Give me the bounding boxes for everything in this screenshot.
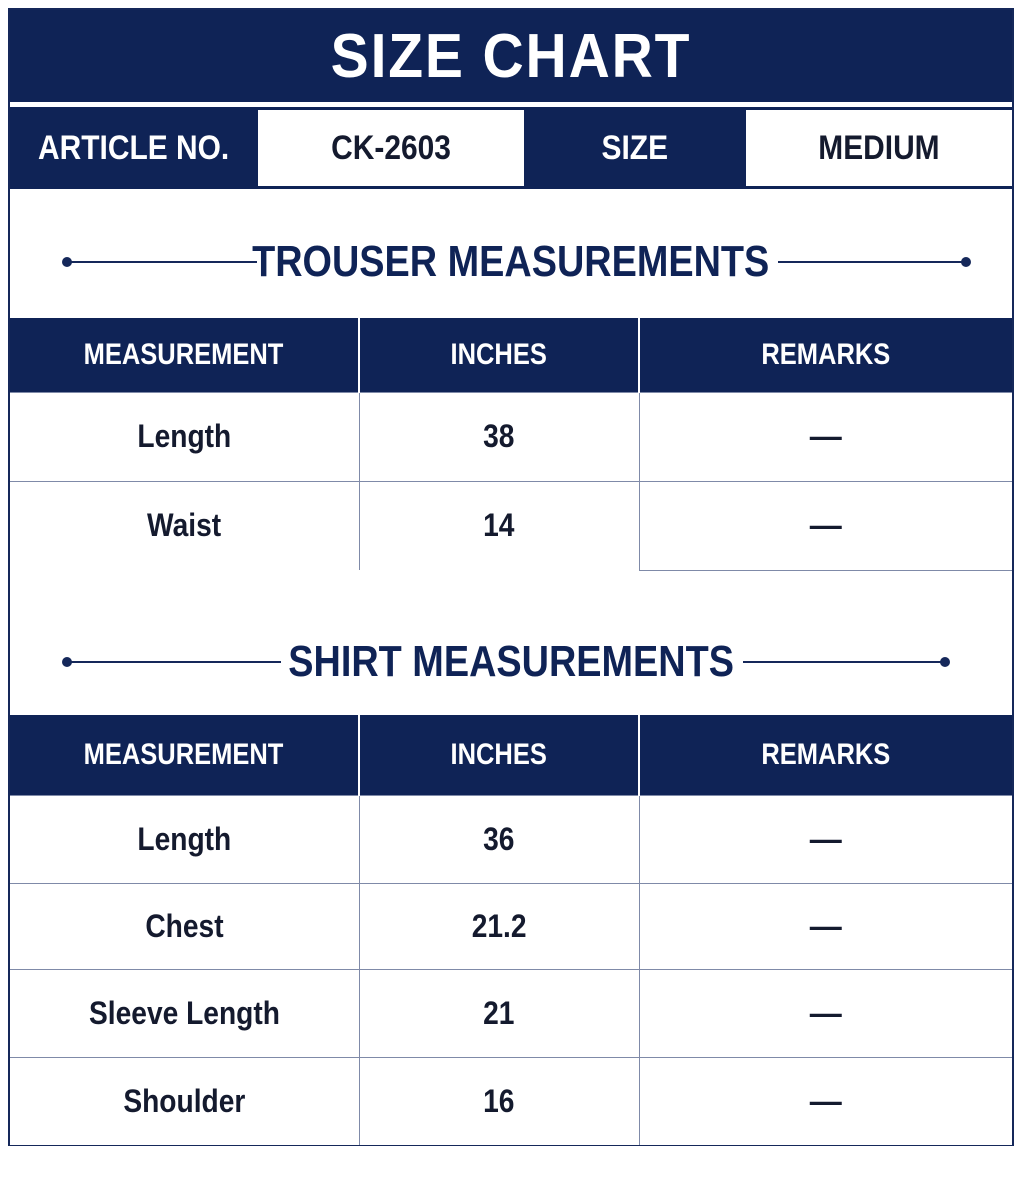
- remarks-cell: —: [639, 481, 1012, 570]
- table-row: [10, 392, 1012, 481]
- trouser-section-heading: [10, 232, 1012, 292]
- article-info-row: [10, 107, 1012, 189]
- measurement-cell: Chest: [10, 883, 359, 969]
- heading-rule-right-dot: [940, 657, 950, 667]
- trouser-heading-text: TROUSER MEASUREMENTS: [252, 237, 770, 286]
- inches-cell: 38: [359, 392, 639, 481]
- table-row: [10, 883, 1012, 969]
- trouser-header-row: [10, 318, 1012, 392]
- size-label: SIZE: [601, 128, 669, 167]
- size-value-cell: [746, 110, 1012, 186]
- table-row: [10, 795, 1012, 883]
- inches-cell: 21.2: [359, 883, 639, 969]
- inches-cell: 21: [359, 969, 639, 1057]
- table-row: [10, 969, 1012, 1057]
- column-header-measurement: MEASUREMENT: [10, 318, 359, 392]
- table-row: [10, 1057, 1012, 1145]
- heading-rule-right: [743, 661, 945, 663]
- heading-rule-right: [778, 261, 968, 263]
- inches-cell: 14: [359, 481, 639, 570]
- column-header-inches: INCHES: [359, 715, 639, 795]
- shirt-measurements-table: [10, 715, 1012, 1145]
- remarks-cell: —: [639, 1057, 1012, 1145]
- shirt-heading-text: SHIRT MEASUREMENTS: [288, 637, 734, 686]
- article-no-value: CK-2603: [331, 128, 451, 167]
- measurement-cell: Length: [10, 795, 359, 883]
- column-header-remarks: REMARKS: [639, 318, 1012, 392]
- remarks-cell: —: [639, 883, 1012, 969]
- size-value: MEDIUM: [818, 128, 940, 167]
- remarks-cell: —: [639, 392, 1012, 481]
- inches-cell: 16: [359, 1057, 639, 1145]
- column-header-remarks: REMARKS: [639, 715, 1012, 795]
- article-no-label-cell: [10, 107, 258, 189]
- heading-rule-right-dot: [961, 257, 971, 267]
- page-title: SIZE CHART: [330, 21, 692, 91]
- trouser-measurements-table: [10, 318, 1012, 571]
- shirt-section-heading: [10, 632, 1012, 692]
- size-chart-frame: [8, 8, 1014, 1146]
- measurement-cell: Sleeve Length: [10, 969, 359, 1057]
- column-header-inches: INCHES: [359, 318, 639, 392]
- measurement-cell: Length: [10, 392, 359, 481]
- shirt-header-row: [10, 715, 1012, 795]
- article-no-label: ARTICLE NO.: [38, 128, 230, 167]
- column-header-measurement: MEASUREMENT: [10, 715, 359, 795]
- article-no-value-cell: [258, 110, 524, 186]
- remarks-cell: —: [639, 795, 1012, 883]
- inches-cell: 36: [359, 795, 639, 883]
- table-row: [10, 481, 1012, 570]
- measurement-cell: Shoulder: [10, 1057, 359, 1145]
- size-chart-title-bar: [10, 10, 1012, 102]
- size-label-cell: [524, 107, 746, 189]
- remarks-cell: —: [639, 969, 1012, 1057]
- measurement-cell: Waist: [10, 481, 359, 570]
